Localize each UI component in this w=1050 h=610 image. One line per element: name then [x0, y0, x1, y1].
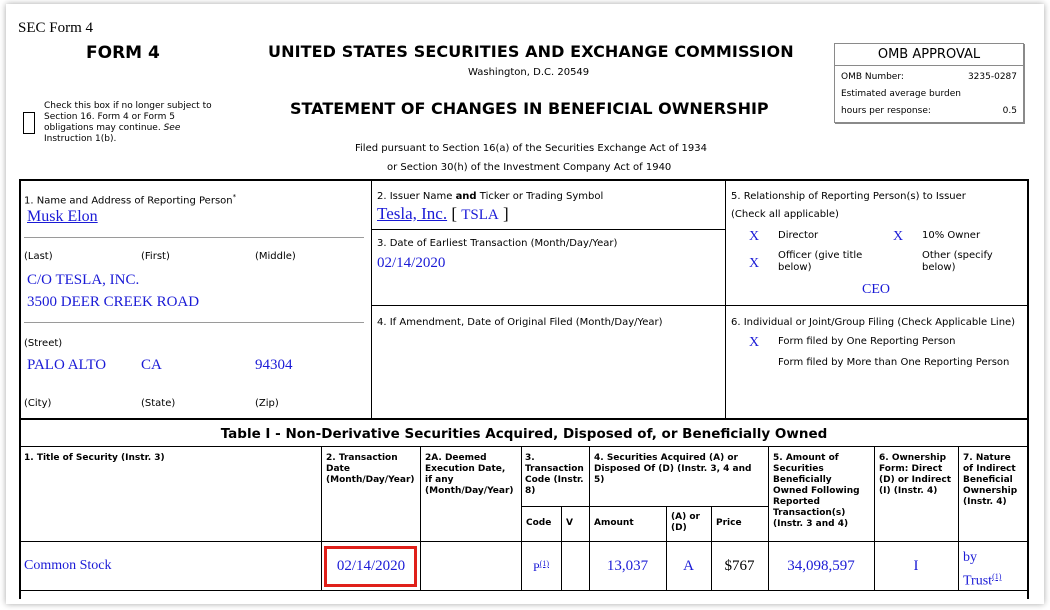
box5-sub: (Check all applicable) — [731, 209, 839, 220]
header-line: (A) or — [671, 512, 700, 522]
header-line: 2. Transaction — [326, 453, 398, 463]
checkbox-text-line: Instruction 1(b). — [44, 134, 117, 144]
ten-percent-owner-label: 10% Owner — [922, 230, 981, 241]
other-label-line: below) — [922, 262, 956, 273]
header-line: Transaction(s) — [773, 508, 846, 518]
col-title-of-security: 1. Title of Security (Instr. 3) — [24, 453, 165, 463]
header-line: Form: Direct — [879, 464, 943, 474]
row-nature-line: by — [963, 550, 977, 565]
first-label: (First) — [141, 251, 170, 262]
header-line: 8) — [525, 486, 536, 496]
row-ownership-form: I — [913, 558, 919, 574]
omb-number-value: 3235-0287 — [967, 72, 1017, 82]
row-security-title: Common Stock — [24, 558, 112, 573]
ticker-bracket: ] — [503, 204, 509, 223]
header-line: 6. Ownership — [879, 453, 947, 463]
box2-label-part: Ticker or Trading Symbol — [476, 191, 604, 202]
city-value: PALO ALTO — [27, 357, 107, 373]
city-label: (City) — [24, 398, 52, 409]
row-amount-owned: 34,098,597 — [787, 558, 855, 574]
checkbox-instructions — [44, 101, 212, 145]
state-value: CA — [141, 357, 162, 373]
row-nature-footnote-link[interactable]: (1) — [992, 572, 1002, 581]
header-line: 3. — [525, 453, 535, 463]
grid-line — [561, 506, 562, 590]
address-line-2: 3500 DEER CREEK ROAD — [27, 294, 200, 310]
grid-line — [1027, 179, 1029, 599]
header-line: Execution Date, — [425, 464, 506, 474]
col-transaction-code — [525, 453, 584, 497]
row-nature-of-ownership — [963, 548, 1001, 591]
table1-title: Table I - Non-Derivative Securities Acquired, Disposed of, or Beneficially Owned — [220, 426, 828, 442]
header-line: Date — [326, 464, 350, 474]
box3-label: 3. Date of Earliest Transaction (Month/Day/Year) — [377, 238, 618, 249]
officer-label-line: Officer (give title — [778, 250, 863, 261]
checkbox-text-see: See — [163, 123, 181, 133]
checkbox-text-line: Check this box if no longer subject to — [44, 101, 212, 111]
reporting-person-name-link[interactable]: Musk Elon — [27, 208, 98, 225]
statement-title: STATEMENT OF CHANGES IN BENEFICIAL OWNERSHIP — [290, 99, 769, 118]
col-nature-of-ownership — [963, 453, 1017, 508]
grid-line — [19, 418, 1029, 420]
ticker-symbol: TSLA — [461, 207, 499, 223]
omb-hours-row — [841, 106, 1017, 116]
omb-title: OMB APPROVAL — [835, 44, 1023, 66]
header-line: Disposed Of (D) (Instr. 3, 4 and — [594, 464, 752, 474]
header-line: of Indirect — [963, 464, 1016, 474]
box2-label-part: 2. Issuer Name — [377, 191, 456, 202]
box1-label-text: 1. Name and Address of Reporting Person — [24, 195, 233, 207]
header-line: Reported — [773, 497, 820, 507]
checkbox-text-line — [44, 123, 212, 134]
grid-line — [371, 305, 1027, 306]
header-line: (I) (Instr. 4) — [879, 486, 938, 496]
box1-asterisk: * — [232, 193, 237, 201]
header-line: if any — [425, 475, 454, 485]
grid-line — [725, 179, 726, 419]
omb-hours-value: 0.5 — [1002, 106, 1017, 116]
header-line: Beneficial — [963, 475, 1013, 485]
header-line: (Month/Day/Year) — [326, 475, 415, 485]
grid-line — [19, 179, 21, 599]
checkbox-text-line: Section 16. Form 4 or Form 5 — [44, 112, 175, 122]
grid-line — [19, 590, 1029, 591]
street-label: (Street) — [24, 338, 63, 349]
director-label: Director — [778, 230, 819, 241]
sec-form-label: SEC Form 4 — [18, 20, 94, 36]
row-code-footnote-link[interactable]: (1) — [539, 559, 549, 568]
header-line: Ownership — [963, 486, 1018, 496]
grid-line — [958, 446, 959, 590]
header-line: (D) — [671, 523, 687, 533]
address-line-1: C/O TESLA, INC. — [27, 272, 140, 288]
header-line: Securities — [773, 464, 824, 474]
header-line: Code (Instr. — [525, 475, 584, 485]
filed-pursuant-line-2: or Section 30(h) of the Investment Company Act of 1940 — [387, 162, 672, 173]
header-line: Transaction — [525, 464, 584, 474]
row-a-or-d: A — [683, 558, 694, 574]
director-mark[interactable]: X — [749, 229, 760, 244]
col-securities-acquired — [594, 453, 751, 486]
ten-percent-owner-mark[interactable]: X — [893, 229, 904, 244]
row-transaction-date: 02/14/2020 — [336, 558, 406, 574]
box6-label: 6. Individual or Joint/Group Filing (Check Applicable Line) — [731, 317, 1016, 328]
officer-mark[interactable]: X — [749, 256, 760, 271]
commission-location: Washington, D.C. 20549 — [468, 67, 590, 78]
zip-value: 94304 — [255, 357, 293, 373]
officer-label-line: below) — [778, 262, 812, 273]
earliest-transaction-date: 02/14/2020 — [377, 255, 446, 271]
ticker-bracket: [ — [451, 204, 458, 223]
no-longer-subject-checkbox[interactable] — [23, 112, 35, 134]
grid-line — [19, 446, 1029, 447]
box2-label — [377, 191, 603, 203]
header-line: (Month/Day/Year) — [425, 486, 514, 496]
state-label: (State) — [141, 398, 176, 409]
box1-label — [24, 191, 236, 207]
row-amount: 13,037 — [606, 558, 649, 574]
row-nature-line — [963, 567, 1001, 591]
box2-label-and: and — [455, 191, 477, 202]
box4-label: 4. If Amendment, Date of Original Filed (Month/Day/Year) — [377, 317, 663, 328]
row-transaction-code — [521, 559, 561, 575]
form-title: FORM 4 — [86, 43, 160, 63]
grid-line — [371, 179, 372, 419]
officer-label — [778, 250, 862, 274]
grid-line — [24, 322, 364, 323]
last-label: (Last) — [24, 251, 53, 262]
row-nature-text: Trust — [963, 573, 993, 589]
other-label-line: Other (specify — [922, 250, 993, 261]
issuer-line — [377, 204, 509, 224]
col-deemed-execution-date — [425, 453, 514, 497]
header-line: 4. Securities Acquired (A) or — [594, 453, 738, 463]
one-reporting-person-label: Form filed by One Reporting Person — [778, 336, 956, 347]
grid-line — [711, 506, 712, 590]
header-line: (D) or Indirect — [879, 475, 952, 485]
row-code-letter: P — [532, 560, 540, 574]
col-ownership-form — [879, 453, 951, 497]
zip-label: (Zip) — [255, 398, 279, 409]
header-line: 2A. Deemed — [425, 453, 487, 463]
grid-line — [24, 237, 364, 238]
officer-title: CEO — [862, 282, 890, 297]
subcol-code: Code — [526, 518, 552, 528]
header-line: (Instr. 3 and 4) — [773, 519, 849, 529]
omb-number-label: OMB Number: — [841, 72, 904, 82]
col-amount-owned — [773, 453, 860, 530]
grid-line — [521, 506, 769, 507]
header-line: (Instr. 4) — [963, 497, 1007, 507]
grid-line — [19, 541, 1029, 542]
middle-label: (Middle) — [255, 251, 296, 262]
omb-number-row — [841, 72, 1017, 82]
header-line: 5) — [594, 475, 605, 485]
header-line: 7. Nature — [963, 453, 1011, 463]
issuer-name-link[interactable]: Tesla, Inc. — [377, 204, 448, 223]
grid-line — [666, 506, 667, 590]
box5-label: 5. Relationship of Reporting Person(s) to Issuer — [731, 191, 966, 202]
checkbox-text-part: obligations may continue. — [44, 123, 161, 133]
col-transaction-date — [326, 453, 415, 486]
grid-line — [19, 179, 1029, 181]
filed-pursuant-line-1: Filed pursuant to Section 16(a) of the Securities Exchange Act of 1934 — [355, 143, 707, 154]
row-price: $767 — [724, 558, 755, 574]
subcol-amount: Amount — [594, 518, 634, 528]
subcol-price: Price — [716, 518, 742, 528]
more-reporting-persons-label: Form filed by More than One Reporting Person — [778, 357, 1010, 368]
header-line: Beneficially — [773, 475, 832, 485]
subcol-a-or-d — [671, 512, 700, 534]
other-label — [922, 250, 993, 274]
omb-burden-label: Estimated average burden — [841, 89, 961, 99]
omb-hours-label: hours per response: — [841, 106, 931, 116]
header-line: 5. Amount of — [773, 453, 839, 463]
subcol-v: V — [566, 518, 573, 528]
header-line: Owned Following — [773, 486, 860, 496]
omb-approval-box — [834, 43, 1024, 123]
one-reporting-person-mark[interactable]: X — [749, 335, 760, 350]
grid-line — [371, 229, 725, 230]
commission-title: UNITED STATES SECURITIES AND EXCHANGE COMMISSION — [268, 42, 794, 61]
